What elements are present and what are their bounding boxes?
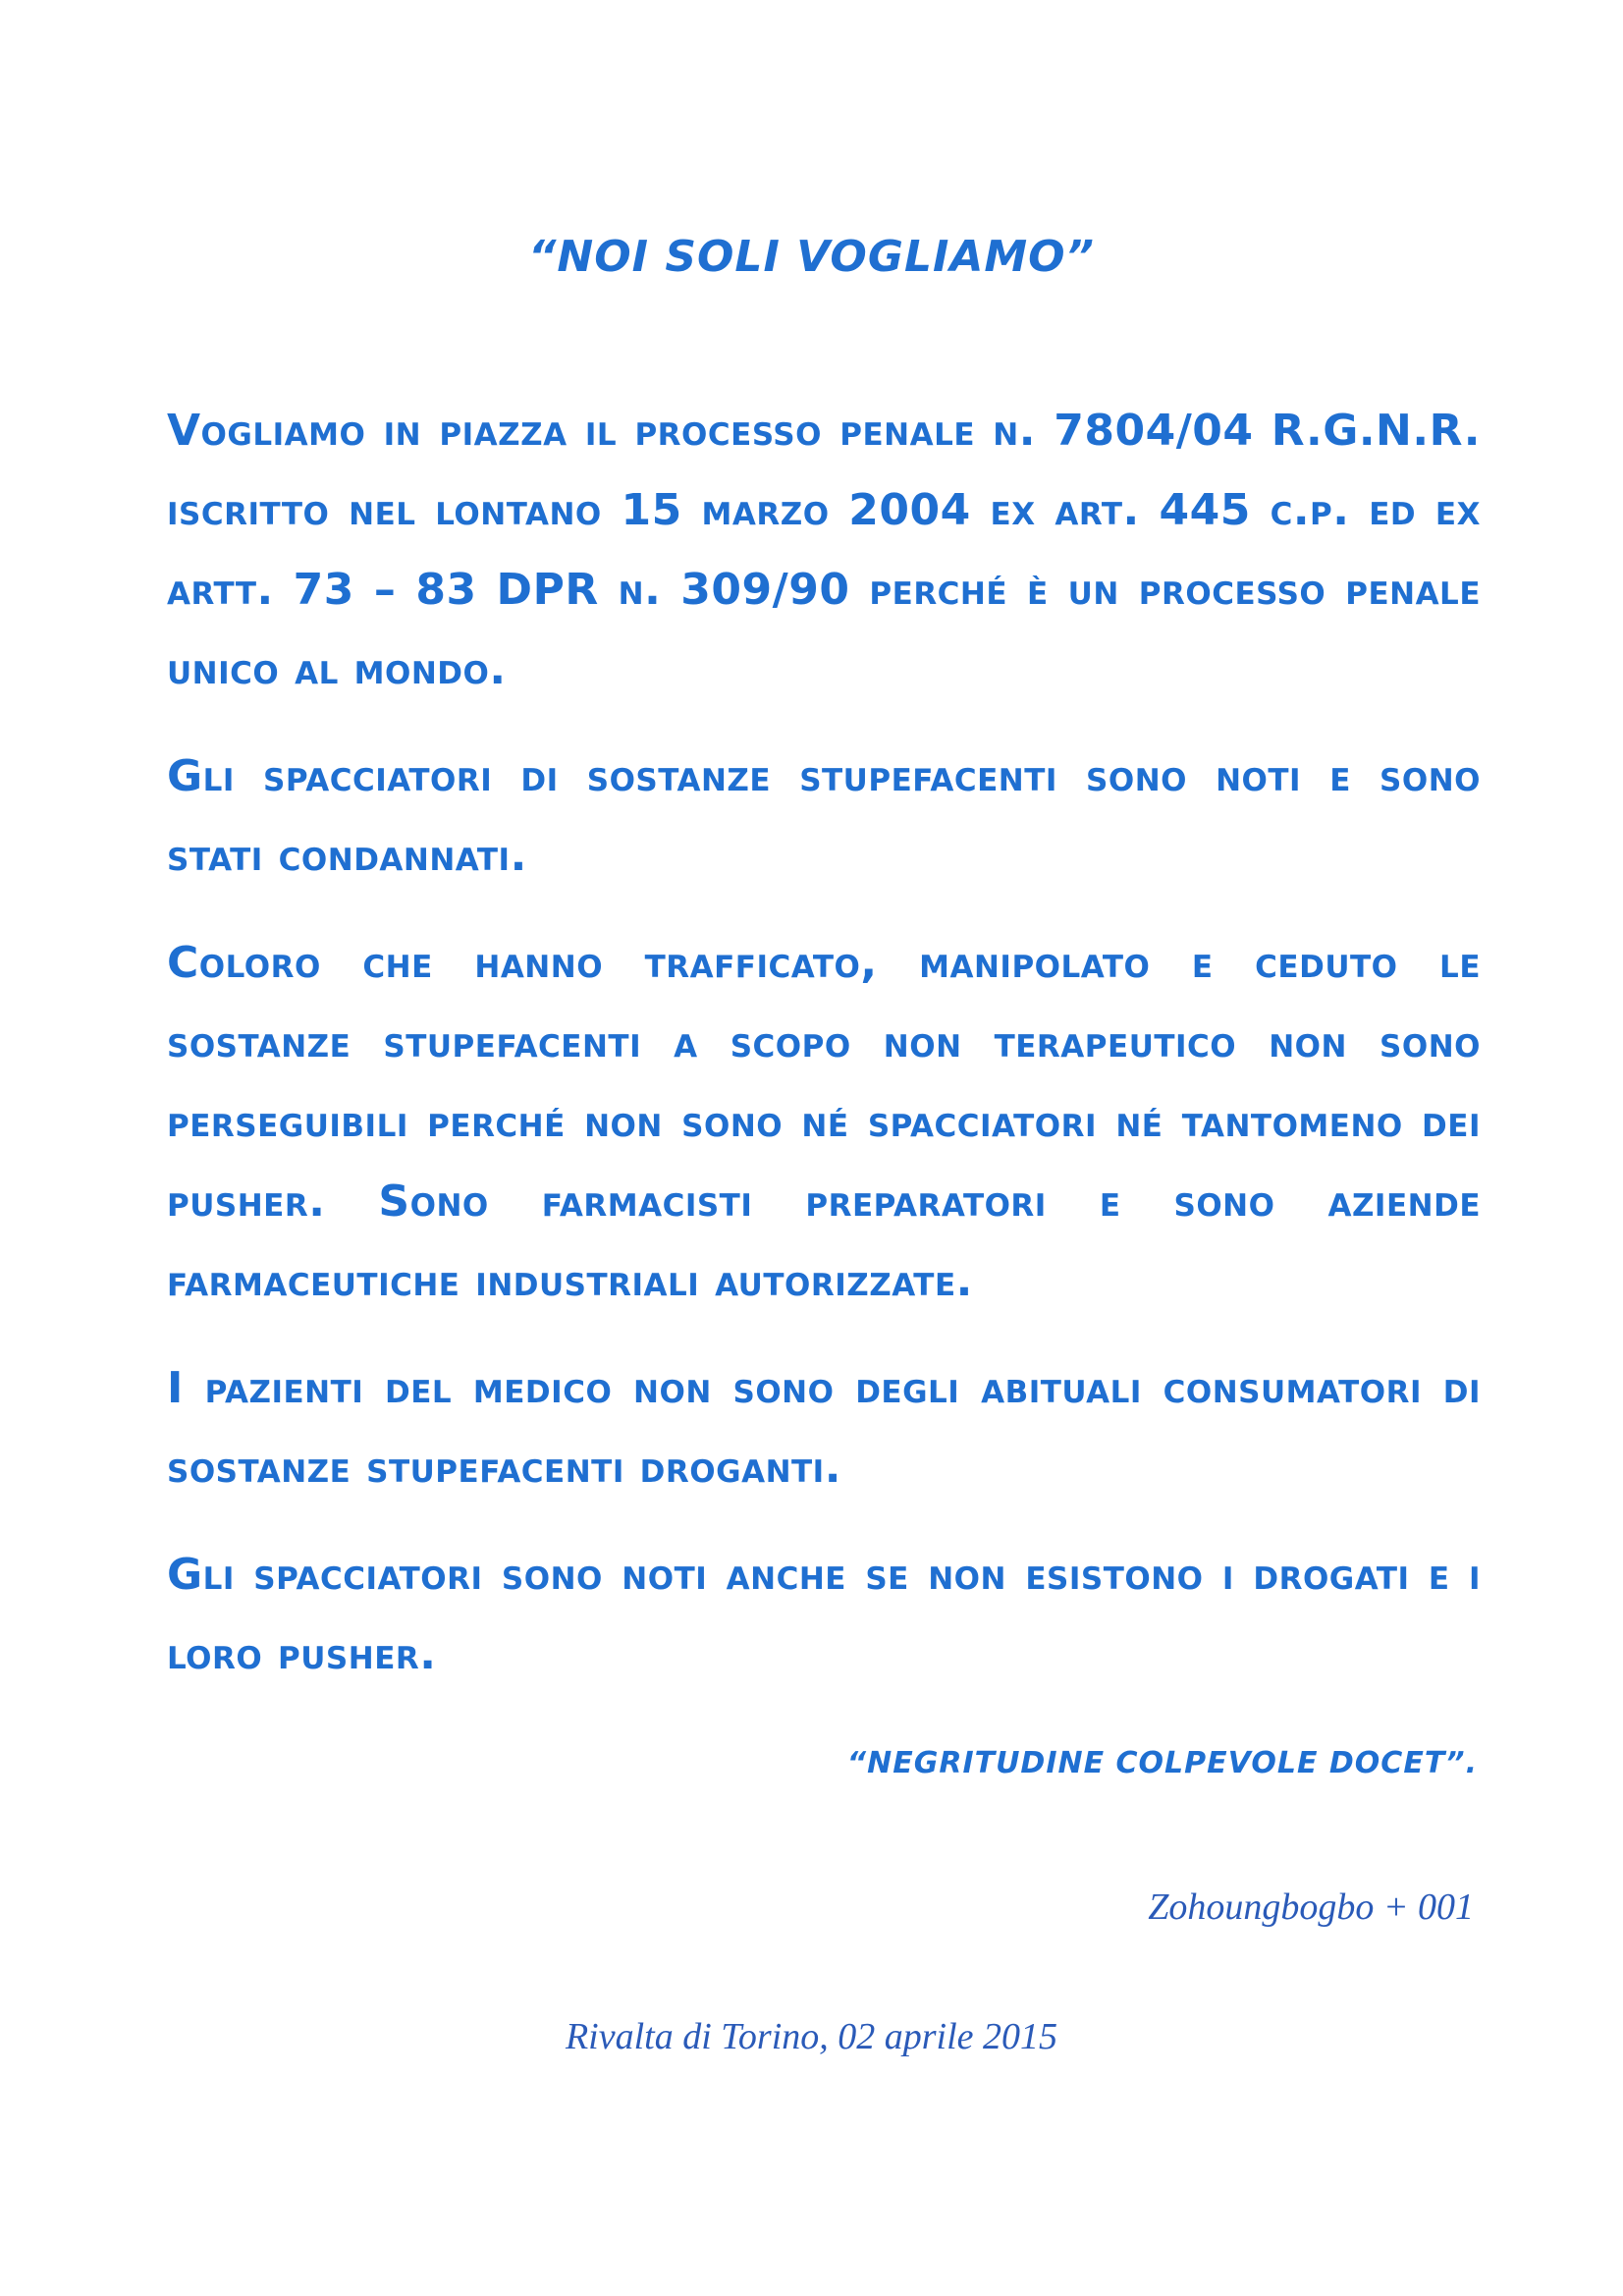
signature: Zohoungbogbo + 001 [1148, 1886, 1474, 1928]
paragraph-4: I pazienti del medico non sono degli abituali consumatori di sostanze stupefacenti droganti. [167, 1363, 1481, 1493]
place-and-date: Rivalta di Torino, 02 aprile 2015 [565, 2016, 1058, 2057]
paragraph-3: Coloro che hanno trafficato, manipolato e ceduto le sostanze stupefacenti a scopo non terapeutico non sono perseguibili perché non sono né spacciatori né tantomeno dei pusher. Sono farmacisti preparatori e sono aziende farmaceutiche industriali autorizzate. [167, 938, 1481, 1306]
document-title: “NOI SOLI VOGLIAMO” [528, 232, 1095, 282]
document-body [167, 391, 1481, 1722]
paragraph-2: Gli spacciatori di sostanze stupefacenti sono noti e sono stati condannati. [167, 751, 1481, 881]
closing-motto: “NEGRITUDINE COLPEVOLE DOCET”. [846, 1746, 1478, 1780]
paragraph-5: Gli spacciatori sono noti anche se non esistono i drogati e i loro pusher. [167, 1550, 1481, 1679]
paragraph-1: Vogliamo in piazza il processo penale n. 7804/04 R.G.N.R. iscritto nel lontano 15 marzo 2004 ex art. 445 c.p. ed ex artt. 73 – 83 DPR n. 309/90 perché è un processo penale unico al mondo. [167, 406, 1481, 694]
